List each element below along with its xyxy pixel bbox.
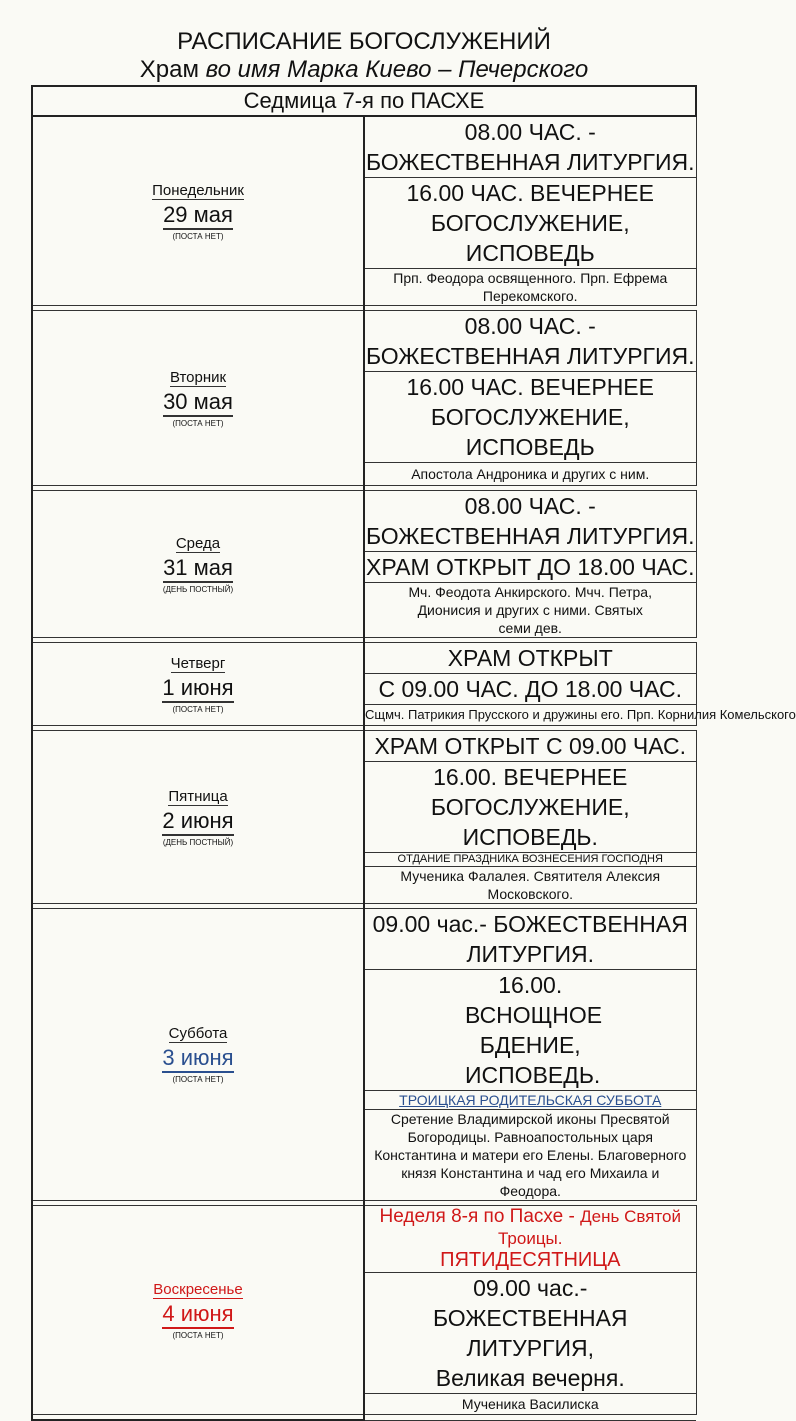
day-row-monday (32, 116, 696, 178)
sunday-title-c: ПЯТИДЕСЯТНИЦА (440, 1249, 621, 1271)
day-cell (32, 116, 364, 306)
fast-label: (ПОСТА НЕТ) (172, 1075, 224, 1084)
date-label: 2 июня (162, 808, 233, 836)
week-header: Седмица 7-я по ПАСХЕ (32, 86, 696, 116)
service-line: 09.00 час.- БОЖЕСТВЕННАЯ ЛИТУРГИЯ, Великая вечерня. (364, 1273, 696, 1394)
day-row-wednesday (32, 491, 696, 552)
service-line: 16.00. ВЕЧЕРНЕЕ БОГОСЛУЖЕНИЕ, ИСПОВЕДЬ. (364, 762, 696, 853)
service-line: ХРАМ ОТКРЫТ С 09.00 ЧАС. (364, 731, 696, 762)
day-cell (32, 909, 364, 1201)
saints-line: Мученика Фалалея. Святителя Алексия Московского. (364, 867, 696, 904)
church-prefix: Храм (139, 56, 199, 83)
date-label: 1 июня (162, 675, 233, 703)
service-line: 16.00. ВСНОЩНОЕ БДЕНИЕ, ИСПОВЕДЬ. (364, 970, 696, 1091)
saints-line: Сретение Владимирской иконы Пресвятой Богородицы. Равноапостольных царя Константина и матери его Елены. Благоверного князя Константина и чад его Михаила и Феодора. (364, 1110, 696, 1201)
church-dedication: во имя Марка Киево – Печерского (205, 56, 589, 83)
weekday-label: Среда (175, 534, 221, 552)
fast-label: (ПОСТА НЕТ) (172, 704, 224, 714)
date-label: 29 мая (163, 202, 233, 230)
fast-label: (ДЕНЬ ПОСТНЫЙ) (162, 837, 234, 847)
service-line: 09.00 час.- БОЖЕСТВЕННАЯ ЛИТУРГИЯ. (364, 909, 696, 970)
date-label: 3 июня (162, 1045, 233, 1073)
fast-label: (ДЕНЬ ПОСТНЫЙ) (162, 584, 234, 594)
saints-line: Сщмч. Патрикия Прусского и дружины его. Прп. Корнилия Комельского (364, 705, 696, 726)
day-cell (32, 1206, 364, 1415)
page-title: РАСПИСАНИЕ БОГОСЛУЖЕНИЙ (177, 28, 551, 55)
service-line: 08.00 ЧАС. - БОЖЕСТВЕННАЯ ЛИТУРГИЯ. (364, 491, 696, 552)
fast-label: (ПОСТА НЕТ) (172, 231, 224, 241)
day-row-friday (32, 731, 696, 762)
date-label: 31 мая (163, 555, 233, 583)
saints-line: Апостола Андроника и других с ним. (364, 463, 696, 486)
weekday-label: Пятница (168, 787, 228, 805)
service-line: ХРАМ ОТКРЫТ (364, 643, 696, 674)
feast-line: ОТДАНИЕ ПРАЗДНИКА ВОЗНЕСЕНИЯ ГОСПОДНЯ (364, 853, 696, 867)
sunday-title-a: Неделя 8-я по Пасхе - (379, 1206, 581, 1227)
saints-line: Прп. Феодора освященного. Прп. Ефрема Перекомского. (364, 269, 696, 306)
fast-label: (ПОСТА НЕТ) (172, 418, 224, 428)
service-line: ХРАМ ОТКРЫТ ДО 18.00 ЧАС. (364, 552, 696, 583)
day-row-saturday (32, 909, 696, 970)
saints-line: Мученика Василиска (364, 1394, 696, 1415)
date-label: 4 июня (162, 1301, 233, 1329)
day-row-tuesday (32, 311, 696, 372)
service-line: С 09.00 ЧАС. ДО 18.00 ЧАС. (364, 674, 696, 705)
day-cell (32, 311, 364, 486)
weekday-label: Суббота (168, 1025, 228, 1042)
sunday-title (364, 1206, 696, 1273)
weekday-label: Воскресенье (153, 1280, 243, 1298)
date-label: 30 мая (163, 389, 233, 417)
day-cell (32, 491, 364, 638)
day-row-sunday (32, 1206, 696, 1273)
day-cell (32, 643, 364, 726)
church-name (0, 56, 728, 84)
day-row-thursday (32, 643, 696, 674)
weekday-label: Вторник (169, 368, 227, 386)
schedule-table (31, 85, 796, 1421)
service-line: 08.00 ЧАС. - БОЖЕСТВЕННАЯ ЛИТУРГИЯ. (364, 311, 696, 372)
service-line: 08.00 ЧАС. - БОЖЕСТВЕННАЯ ЛИТУРГИЯ. (364, 116, 696, 178)
weekday-label: Понедельник (152, 181, 244, 199)
service-line: 16.00 ЧАС. ВЕЧЕРНЕЕ БОГОСЛУЖЕНИЕ, ИСПОВЕДЬ (364, 178, 696, 269)
feast-line: ТРОИЦКАЯ РОДИТЕЛЬСКАЯ СУББОТА (364, 1091, 696, 1110)
day-cell (32, 731, 364, 904)
weekday-label: Четверг (170, 654, 226, 672)
saints-line: Мч. Феодота Анкирского. Мчч. Петра, Дионисия и других с ними. Святых семи дев. (364, 583, 696, 638)
service-line: 16.00 ЧАС. ВЕЧЕРНЕЕ БОГОСЛУЖЕНИЕ, ИСПОВЕДЬ (364, 372, 696, 463)
sunday-title-b: День Святой Троицы. (497, 1207, 681, 1248)
fast-label: (ПОСТА НЕТ) (172, 1330, 224, 1340)
